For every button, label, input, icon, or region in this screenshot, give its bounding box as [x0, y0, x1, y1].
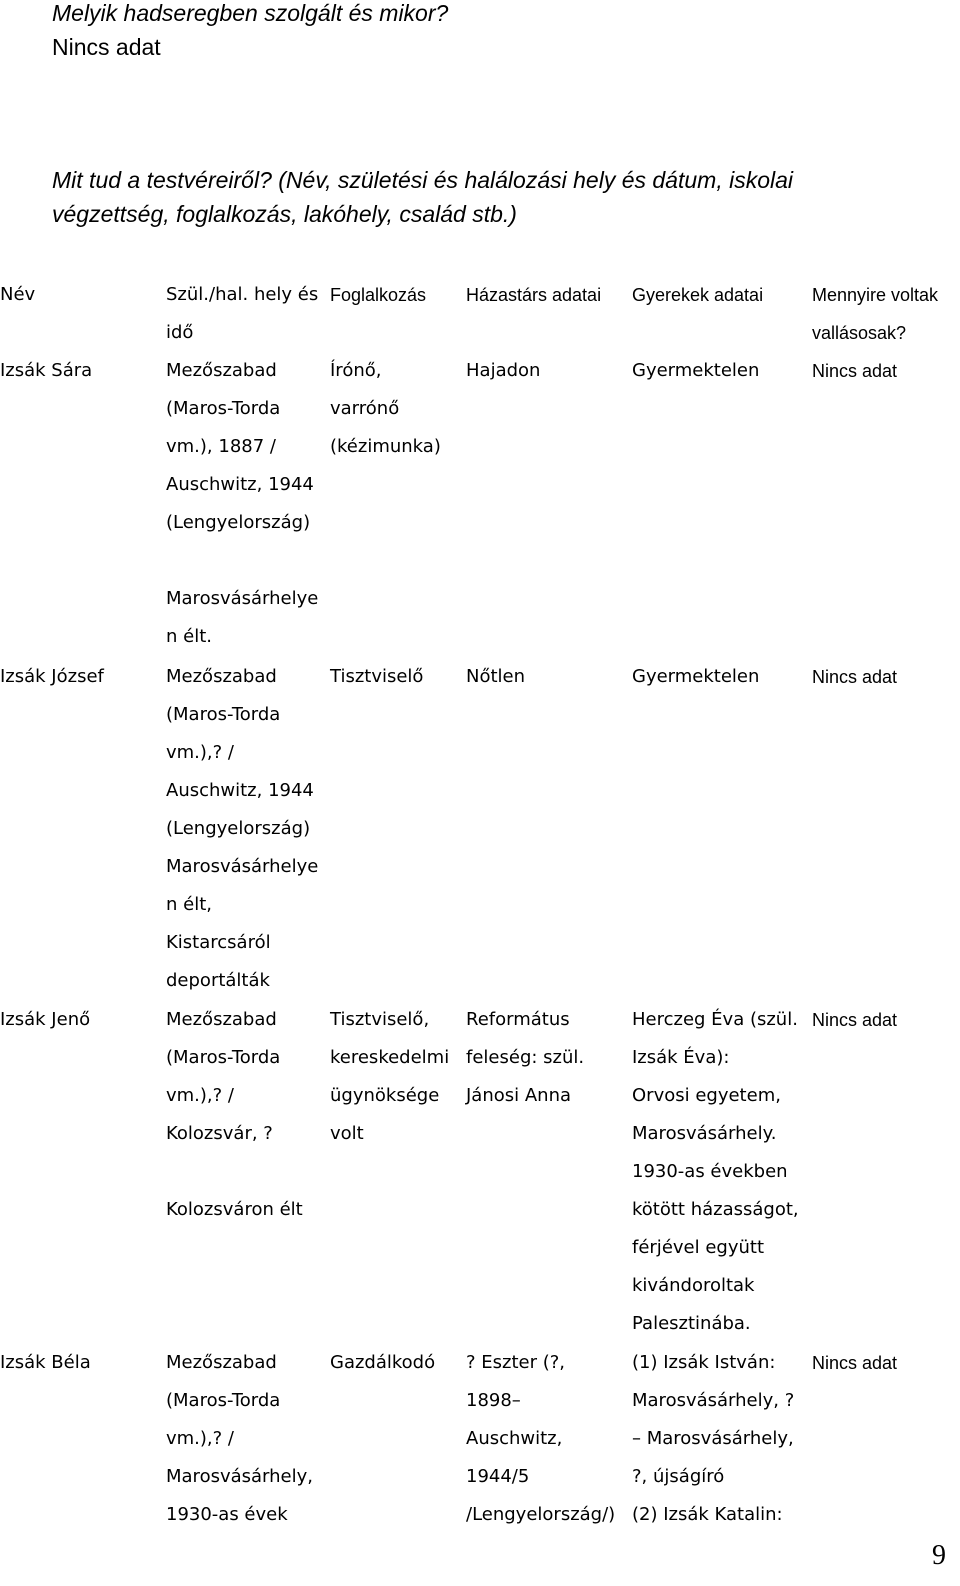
religion-value: Nincs adat — [812, 1353, 898, 1373]
birth-line: Marosvásárhelye — [166, 588, 319, 609]
occupation-line: volt — [330, 1123, 364, 1144]
occupation-line: kereskedelmi — [330, 1047, 450, 1068]
birth-line: n élt, — [166, 894, 212, 915]
occupation-line: (kézimunka) — [330, 436, 441, 457]
birth-line: Kolozsvár, ? — [166, 1123, 273, 1144]
children-line: kötött házasságot, — [632, 1199, 799, 1220]
header-name: Név — [0, 284, 36, 305]
occupation-line: Írónő, — [330, 360, 382, 381]
birth-line: Marosvásárhelye — [166, 856, 319, 877]
header-religion: Mennyire voltak — [812, 285, 939, 305]
question-siblings-line1: Mit tud a testvéreiről? (Név, születési és halálozási hely és dátum, iskolai — [52, 167, 794, 193]
spouse-line: Hajadon — [466, 360, 541, 381]
answer-army: Nincs adat — [52, 34, 161, 60]
children-line: Herczeg Éva (szül. — [632, 1009, 798, 1030]
spouse-line: Református — [466, 1009, 570, 1030]
religion-value: Nincs adat — [812, 667, 898, 687]
occupation-line: varrónő — [330, 398, 400, 419]
children-line: ?, újságíró — [632, 1466, 725, 1487]
birth-line: 1930-as évek — [166, 1504, 288, 1525]
header-occupation: Foglalkozás — [330, 285, 427, 305]
header-children: Gyerekek adatai — [632, 285, 764, 305]
birth-line: Mezőszabad — [166, 666, 277, 687]
occupation-line: ügynöksége — [330, 1085, 440, 1106]
children-line: férjével együtt — [632, 1237, 765, 1258]
spouse-line: feleség: szül. — [466, 1047, 585, 1068]
sibling-name: Izsák Béla — [0, 1352, 91, 1373]
birth-line: (Lengyelország) — [166, 512, 311, 533]
spouse-line: /Lengyelország/) — [466, 1504, 616, 1525]
children-line: Izsák Éva): — [632, 1047, 730, 1068]
children-line: Orvosi egyetem, — [632, 1085, 781, 1106]
birth-line: deportálták — [166, 970, 270, 991]
children-line: 1930-as években — [632, 1161, 788, 1182]
religion-value: Nincs adat — [812, 1010, 898, 1030]
birth-line: (Lengyelország) — [166, 818, 311, 839]
birth-line: n élt. — [166, 626, 212, 647]
header-birth-death-cont: idő — [166, 322, 194, 343]
birth-line: (Maros-Torda — [166, 1047, 281, 1068]
question-army: Melyik hadseregben szolgált és mikor? — [52, 0, 449, 26]
children-line: Gyermektelen — [632, 666, 760, 687]
spouse-line: ? Eszter (?, — [466, 1352, 566, 1373]
birth-line: Mezőszabad — [166, 360, 277, 381]
children-line: Marosvásárhely. — [632, 1123, 777, 1144]
children-line: Marosvásárhely, ? — [632, 1390, 795, 1411]
spouse-line: Nőtlen — [466, 666, 526, 687]
children-line: (2) Izsák Katalin: — [632, 1504, 783, 1525]
children-line: Gyermektelen — [632, 360, 760, 381]
children-line: (1) Izsák István: — [632, 1352, 776, 1373]
occupation-line: Tisztviselő, — [330, 1009, 430, 1030]
birth-line: Auschwitz, 1944 — [166, 474, 314, 495]
birth-line: vm.),? / — [166, 1428, 234, 1449]
header-birth-death: Szül./hal. hely és — [166, 284, 319, 305]
birth-line: Mezőszabad — [166, 1009, 277, 1030]
birth-line: (Maros-Torda — [166, 1390, 281, 1411]
page-number: 9 — [932, 1540, 946, 1571]
birth-line: vm.), 1887 / — [166, 436, 276, 457]
children-line: kivándoroltak — [632, 1275, 755, 1296]
spouse-line: 1898– — [466, 1390, 521, 1411]
occupation-line: Gazdálkodó — [330, 1352, 436, 1373]
birth-line: vm.),? / — [166, 742, 234, 763]
header-spouse: Házastárs adatai — [466, 285, 602, 305]
spouse-line: 1944/5 — [466, 1466, 530, 1487]
sibling-name: Izsák József — [0, 666, 104, 687]
spouse-line: Jánosi Anna — [466, 1085, 572, 1106]
header-religion-cont: vallásosak? — [812, 323, 907, 343]
birth-line: Marosvásárhely, — [166, 1466, 313, 1487]
birth-line: (Maros-Torda — [166, 398, 281, 419]
birth-line: Kolozsváron élt — [166, 1199, 303, 1220]
birth-line: vm.),? / — [166, 1085, 234, 1106]
question-siblings-line2: végzettség, foglalkozás, lakóhely, család stb.) — [52, 201, 517, 227]
spouse-line: Auschwitz, — [466, 1428, 563, 1449]
birth-line: Kistarcsáról — [166, 932, 271, 953]
children-line: – Marosvásárhely, — [632, 1428, 794, 1449]
sibling-name: Izsák Sára — [0, 360, 93, 381]
birth-line: (Maros-Torda — [166, 704, 281, 725]
sibling-name: Izsák Jenő — [0, 1009, 91, 1030]
birth-line: Auschwitz, 1944 — [166, 780, 314, 801]
birth-line: Mezőszabad — [166, 1352, 277, 1373]
children-line: Palesztinába. — [632, 1313, 751, 1334]
religion-value: Nincs adat — [812, 361, 898, 381]
occupation-line: Tisztviselő — [330, 666, 424, 687]
